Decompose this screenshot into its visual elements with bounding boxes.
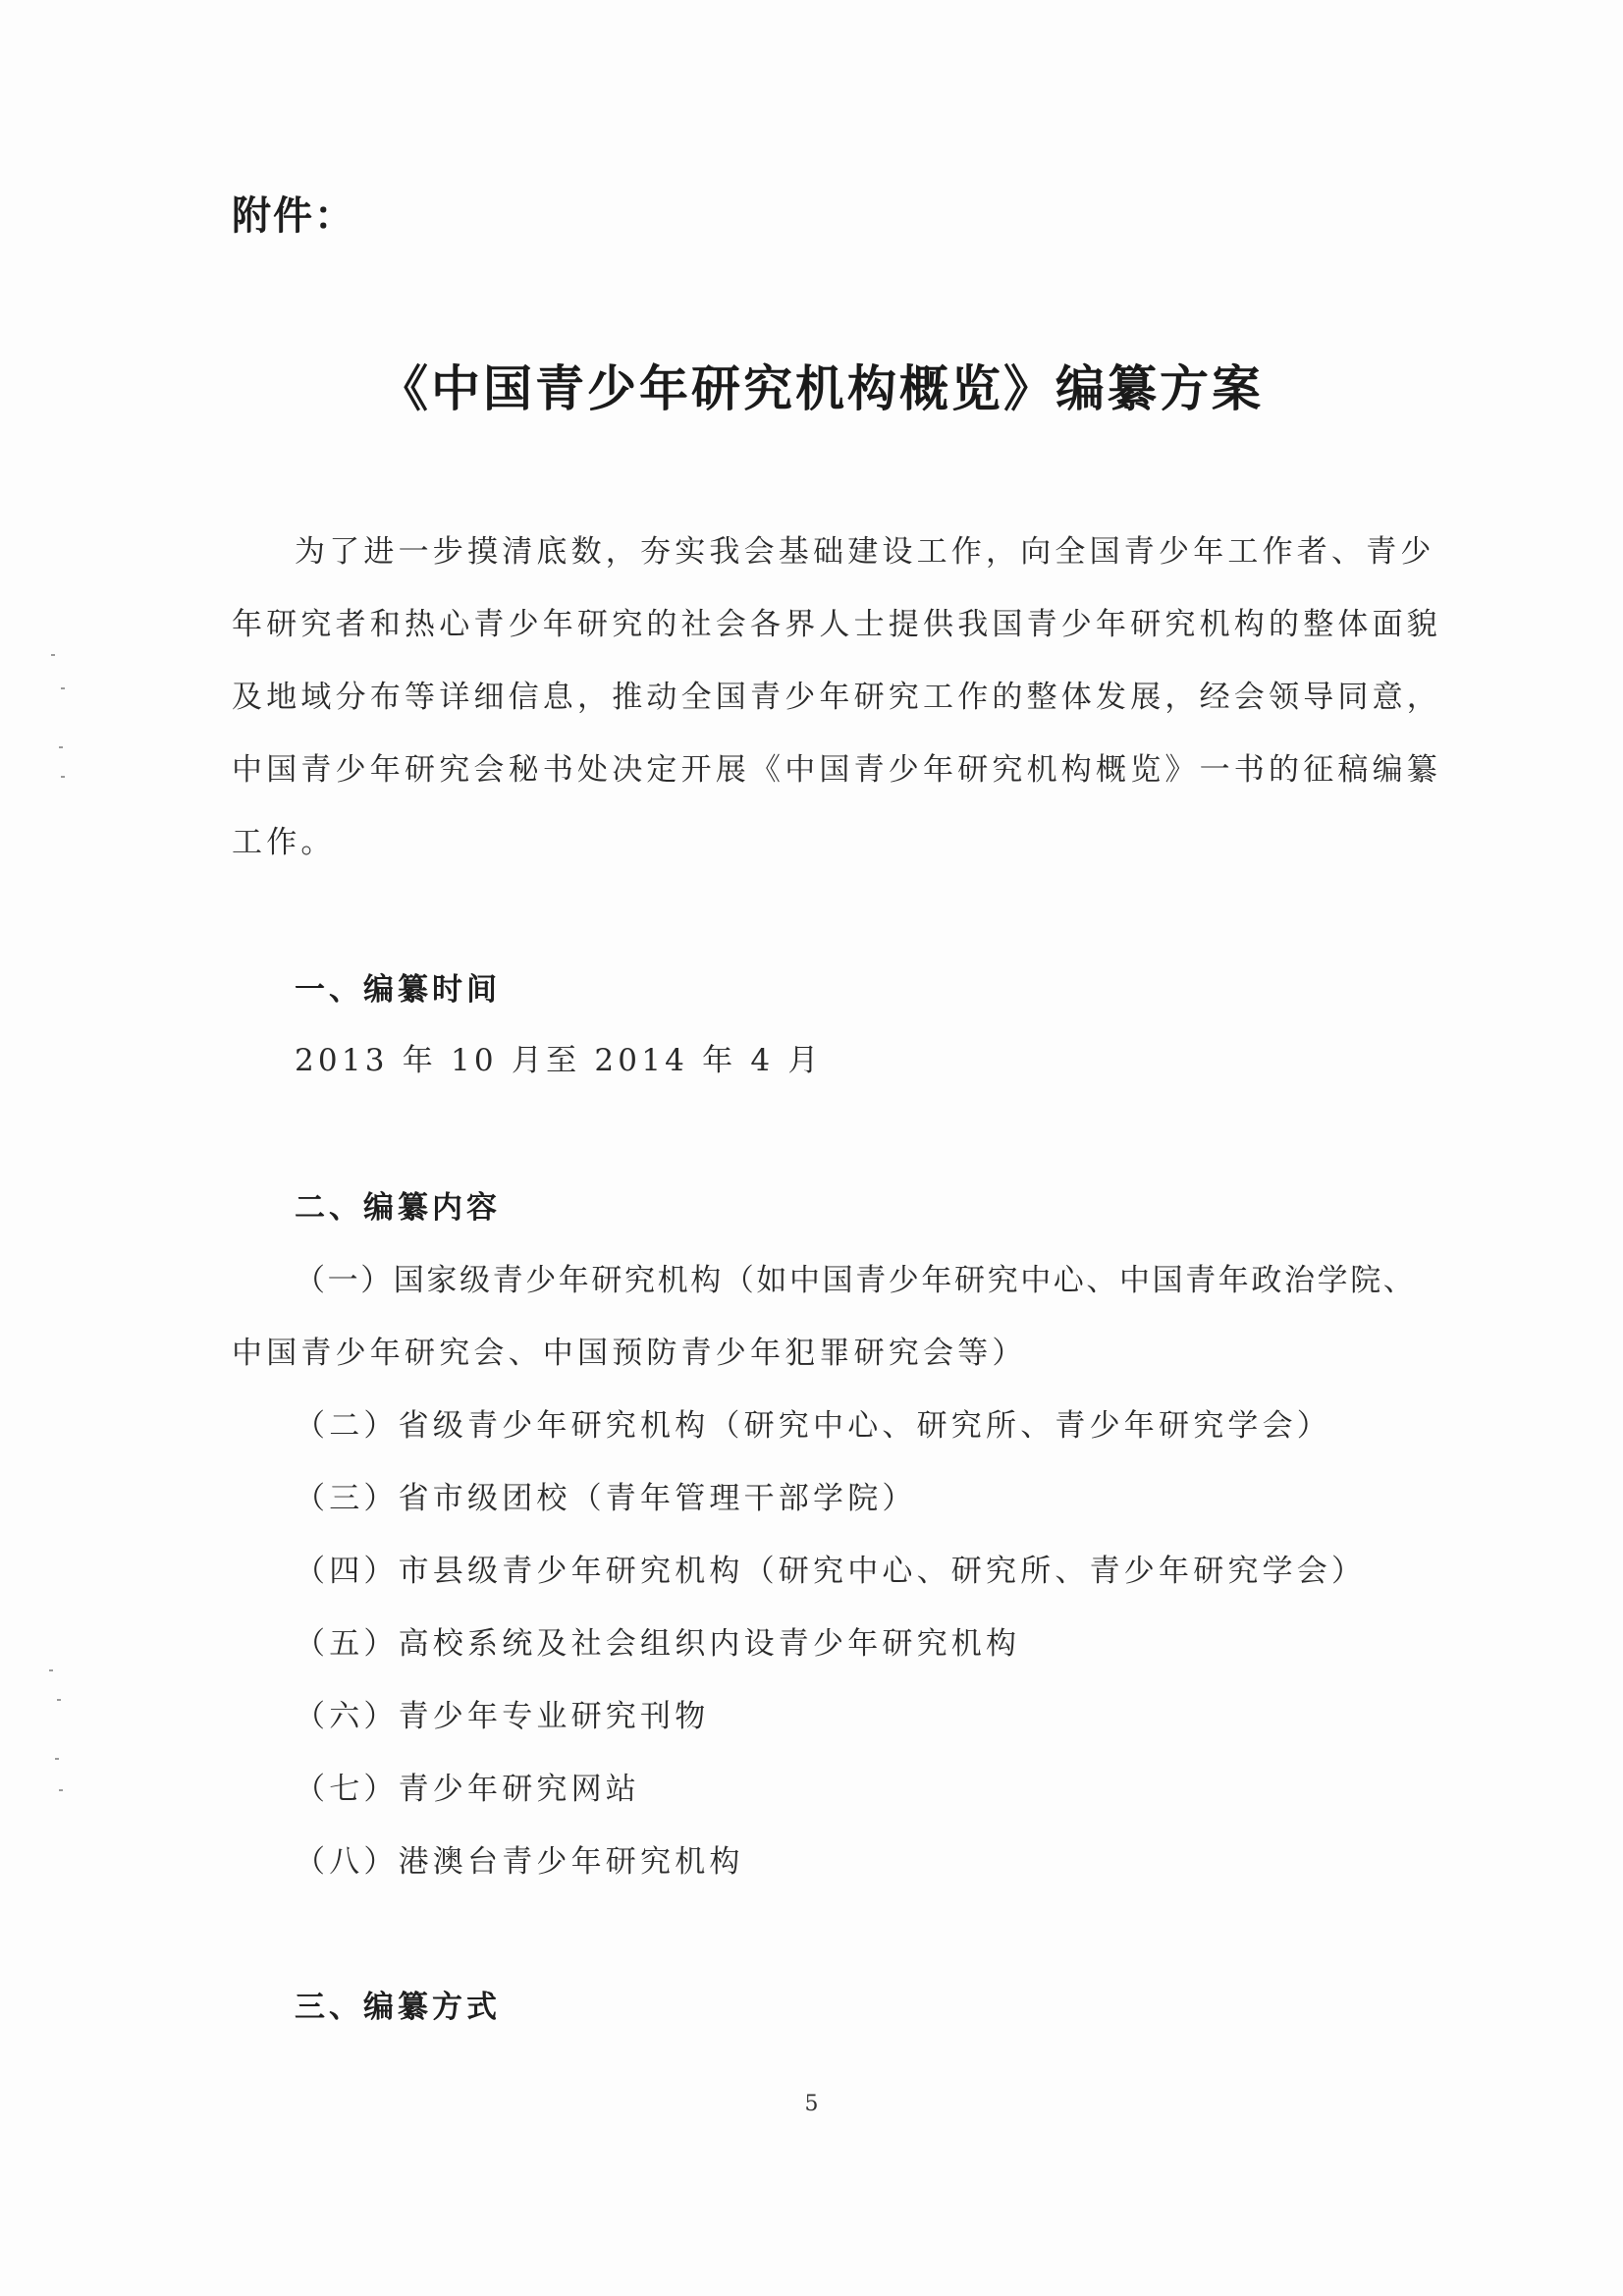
page-number: 5 [804,2092,819,2116]
scan-speck [59,746,63,748]
content-item: （一）国家级青少年研究机构（如中国青少年研究中心、中国青年政治学院、 [295,1263,1417,1298]
content-item: （五）高校系统及社会组织内设青少年研究机构 [295,1626,1021,1662]
intro-line: 中国青少年研究会秘书处决定开展《中国青少年研究机构概览》一书的征稿编纂 [232,752,1441,788]
scan-speck [55,1758,59,1760]
content-item: （七）青少年研究网站 [295,1772,640,1807]
attachment-label: 附件： [232,193,355,239]
scan-speck [59,1789,63,1791]
section-heading-method: 三、编纂方式 [295,1990,501,2025]
content-item: （二）省级青少年研究机构（研究中心、研究所、青少年研究学会） [295,1408,1331,1444]
scan-speck [61,687,65,689]
content-item: 中国青少年研究会、中国预防青少年犯罪研究会等） [232,1336,1027,1371]
content-item: （四）市县级青少年研究机构（研究中心、研究所、青少年研究学会） [295,1554,1367,1589]
scan-speck [49,1669,53,1671]
intro-line: 及地域分布等详细信息，推动全国青少年研究工作的整体发展，经会领导同意， [232,680,1441,715]
intro-line: 为了进一步摸清底数，夯实我会基础建设工作，向全国青少年工作者、青少 [295,534,1435,570]
scan-speck [57,1699,61,1701]
scan-speck [61,776,65,778]
scan-speck [51,654,55,656]
intro-line: 工作。 [232,825,336,860]
content-item: （三）省市级团校（青年管理干部学院） [295,1481,917,1516]
compilation-period: 2013 年 10 月至 2014 年 4 月 [295,1043,823,1078]
document-title: 《中国青少年研究机构概览》编纂方案 [379,360,1264,417]
content-item: （八）港澳台青少年研究机构 [295,1844,744,1880]
section-heading-content: 二、编纂内容 [295,1190,501,1226]
content-item: （六）青少年专业研究刊物 [295,1699,710,1734]
section-heading-time: 一、编纂时间 [295,972,501,1008]
intro-line: 年研究者和热心青少年研究的社会各界人士提供我国青少年研究机构的整体面貌 [232,607,1441,642]
